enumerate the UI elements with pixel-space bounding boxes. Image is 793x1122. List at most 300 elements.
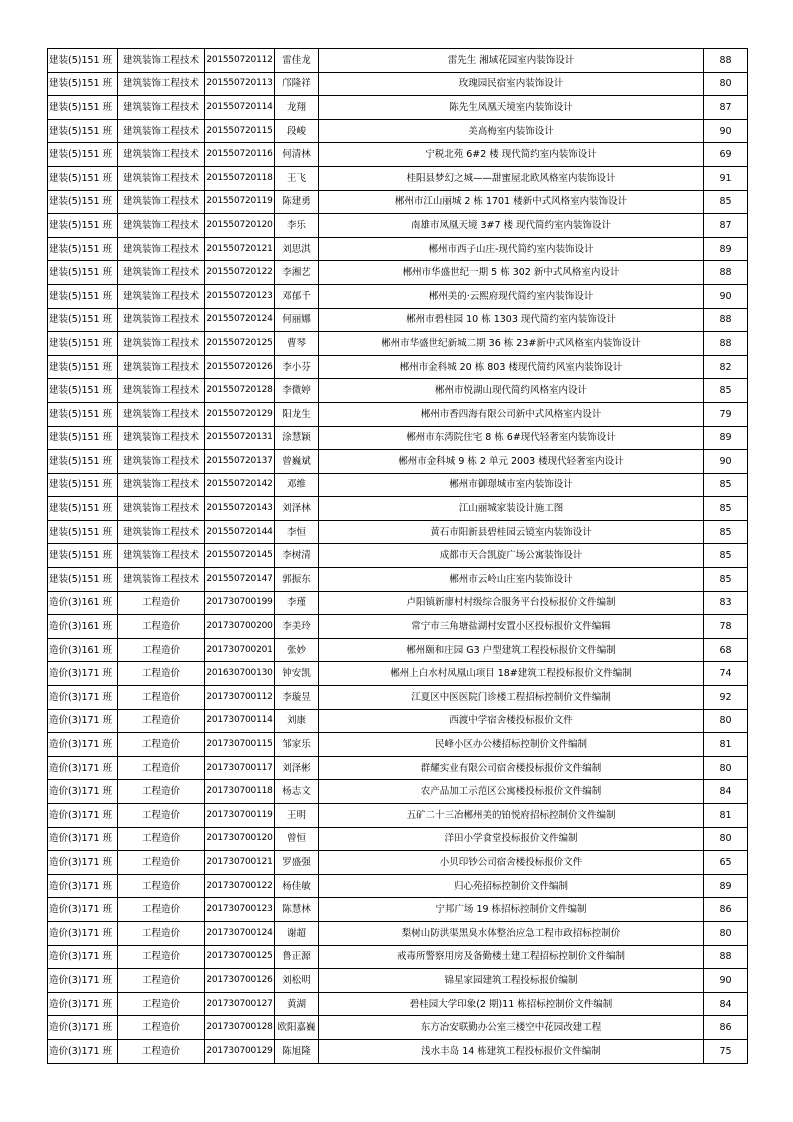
- student-id-cell: 201550720142: [205, 473, 275, 497]
- score-cell: 86: [704, 1016, 748, 1040]
- student-name-cell: 邓维: [275, 473, 319, 497]
- table-row: [48, 190, 748, 214]
- score-cell: 74: [704, 662, 748, 686]
- score-cell: 88: [704, 945, 748, 969]
- score-cell: 88: [704, 49, 748, 73]
- student-name-cell: 杨志文: [275, 780, 319, 804]
- table-row: [48, 379, 748, 403]
- major-cell: 工程造价: [118, 709, 205, 733]
- major-cell: 建筑装饰工程技术: [118, 520, 205, 544]
- score-cell: 80: [704, 827, 748, 851]
- major-cell: 建筑装饰工程技术: [118, 355, 205, 379]
- major-cell: 建筑装饰工程技术: [118, 96, 205, 120]
- score-cell: 69: [704, 143, 748, 167]
- score-cell: 89: [704, 237, 748, 261]
- student-id-cell: 201730700200: [205, 615, 275, 639]
- table-row: [48, 733, 748, 757]
- table-row: [48, 332, 748, 356]
- student-name-cell: 刘泽彬: [275, 756, 319, 780]
- class-cell: 造价(3)171 班: [48, 945, 118, 969]
- student-name-cell: 陈慧林: [275, 898, 319, 922]
- major-cell: 工程造价: [118, 921, 205, 945]
- major-cell: 工程造价: [118, 969, 205, 993]
- project-title-cell: 梨树山防洪渠黑臭水体整治应急工程市政招标控制价: [319, 921, 704, 945]
- student-name-cell: 李恒: [275, 520, 319, 544]
- project-title-cell: 郴州市悦湖山现代简约风格室内设计: [319, 379, 704, 403]
- student-name-cell: 雷佳龙: [275, 49, 319, 73]
- table-row: [48, 237, 748, 261]
- table-row: [48, 921, 748, 945]
- student-name-cell: 陈旭隆: [275, 1039, 319, 1063]
- project-title-cell: 郴州市御璟城市室内装饰设计: [319, 473, 704, 497]
- class-cell: 造价(3)171 班: [48, 804, 118, 828]
- project-title-cell: 南雄市凤凰天境 3#7 楼 现代简约室内装饰设计: [319, 214, 704, 238]
- project-title-cell: 美高梅室内装饰设计: [319, 119, 704, 143]
- major-cell: 工程造价: [118, 804, 205, 828]
- project-title-cell: 郴州市西子山庄-现代简约室内装饰设计: [319, 237, 704, 261]
- student-name-cell: 张妙: [275, 638, 319, 662]
- table-row: [48, 568, 748, 592]
- student-name-cell: 刘思淇: [275, 237, 319, 261]
- score-cell: 84: [704, 780, 748, 804]
- score-cell: 87: [704, 214, 748, 238]
- student-id-cell: 201730700121: [205, 851, 275, 875]
- class-cell: 造价(3)171 班: [48, 992, 118, 1016]
- score-cell: 88: [704, 332, 748, 356]
- project-title-cell: 民峰小区办公楼招标控制价文件编制: [319, 733, 704, 757]
- class-cell: 建装(5)151 班: [48, 332, 118, 356]
- score-cell: 88: [704, 308, 748, 332]
- table-row: [48, 520, 748, 544]
- score-cell: 80: [704, 756, 748, 780]
- results-sheet: [47, 48, 747, 1064]
- score-cell: 83: [704, 591, 748, 615]
- student-name-cell: 段峻: [275, 119, 319, 143]
- class-cell: 造价(3)171 班: [48, 851, 118, 875]
- student-name-cell: 陈建勇: [275, 190, 319, 214]
- table-row: [48, 1039, 748, 1063]
- student-id-cell: 201550720123: [205, 284, 275, 308]
- major-cell: 建筑装饰工程技术: [118, 284, 205, 308]
- project-title-cell: 郴州市江山丽城 2 栋 1701 楼新中式风格室内装饰设计: [319, 190, 704, 214]
- table-row: [48, 355, 748, 379]
- class-cell: 造价(3)171 班: [48, 662, 118, 686]
- class-cell: 造价(3)171 班: [48, 827, 118, 851]
- student-name-cell: 罗盛强: [275, 851, 319, 875]
- class-cell: 造价(3)161 班: [48, 615, 118, 639]
- score-cell: 81: [704, 804, 748, 828]
- project-title-cell: 宁税北苑 6#2 楼 现代简约室内装饰设计: [319, 143, 704, 167]
- student-name-cell: 龙翔: [275, 96, 319, 120]
- student-id-cell: 201550720129: [205, 402, 275, 426]
- student-name-cell: 李树清: [275, 544, 319, 568]
- score-cell: 84: [704, 992, 748, 1016]
- score-cell: 68: [704, 638, 748, 662]
- student-name-cell: 刘康: [275, 709, 319, 733]
- student-name-cell: 刘松明: [275, 969, 319, 993]
- student-name-cell: 李美玲: [275, 615, 319, 639]
- major-cell: 建筑装饰工程技术: [118, 450, 205, 474]
- student-name-cell: 曾巍斌: [275, 450, 319, 474]
- student-name-cell: 欧阳嘉巍: [275, 1016, 319, 1040]
- score-cell: 86: [704, 898, 748, 922]
- class-cell: 建装(5)151 班: [48, 450, 118, 474]
- class-cell: 建装(5)151 班: [48, 568, 118, 592]
- project-title-cell: 群耀实业有限公司宿舍楼投标报价文件编制: [319, 756, 704, 780]
- student-id-cell: 201730700122: [205, 874, 275, 898]
- student-id-cell: 201730700112: [205, 686, 275, 710]
- score-cell: 88: [704, 261, 748, 285]
- major-cell: 工程造价: [118, 591, 205, 615]
- major-cell: 建筑装饰工程技术: [118, 119, 205, 143]
- table-row: [48, 780, 748, 804]
- table-row: [48, 615, 748, 639]
- major-cell: 工程造价: [118, 756, 205, 780]
- project-title-cell: 郴州市云岭山庄室内装饰设计: [319, 568, 704, 592]
- class-cell: 建装(5)151 班: [48, 49, 118, 73]
- student-id-cell: 201630700130: [205, 662, 275, 686]
- table-row: [48, 992, 748, 1016]
- major-cell: 工程造价: [118, 615, 205, 639]
- table-row: [48, 851, 748, 875]
- project-title-cell: 陈先生凤凰天境室内装饰设计: [319, 96, 704, 120]
- table-row: [48, 143, 748, 167]
- student-name-cell: 李璇昱: [275, 686, 319, 710]
- class-cell: 建装(5)151 班: [48, 237, 118, 261]
- student-id-cell: 201730700124: [205, 921, 275, 945]
- class-cell: 造价(3)171 班: [48, 1039, 118, 1063]
- class-cell: 建装(5)151 班: [48, 96, 118, 120]
- major-cell: 建筑装饰工程技术: [118, 308, 205, 332]
- class-cell: 建装(5)151 班: [48, 497, 118, 521]
- project-title-cell: 农产品加工示范区公寓楼投标报价文件编制: [319, 780, 704, 804]
- score-cell: 80: [704, 921, 748, 945]
- class-cell: 造价(3)171 班: [48, 898, 118, 922]
- student-id-cell: 201550720145: [205, 544, 275, 568]
- project-title-cell: 雷先生 湘域花园室内装饰设计: [319, 49, 704, 73]
- project-title-cell: 江夏区中医医院门诊楼工程招标控制价文件编制: [319, 686, 704, 710]
- student-id-cell: 201550720118: [205, 166, 275, 190]
- score-cell: 85: [704, 473, 748, 497]
- student-id-cell: 201730700125: [205, 945, 275, 969]
- major-cell: 建筑装饰工程技术: [118, 544, 205, 568]
- score-cell: 87: [704, 96, 748, 120]
- class-cell: 造价(3)171 班: [48, 969, 118, 993]
- class-cell: 造价(3)171 班: [48, 921, 118, 945]
- class-cell: 建装(5)151 班: [48, 284, 118, 308]
- student-id-cell: 201550720116: [205, 143, 275, 167]
- major-cell: 工程造价: [118, 662, 205, 686]
- project-title-cell: 宁邦广场 19 栋招标控制价文件编制: [319, 898, 704, 922]
- student-name-cell: 谢超: [275, 921, 319, 945]
- major-cell: 建筑装饰工程技术: [118, 426, 205, 450]
- student-name-cell: 何清林: [275, 143, 319, 167]
- student-id-cell: 201730700128: [205, 1016, 275, 1040]
- class-cell: 建装(5)151 班: [48, 143, 118, 167]
- student-name-cell: 李瑾: [275, 591, 319, 615]
- score-cell: 89: [704, 874, 748, 898]
- major-cell: 工程造价: [118, 733, 205, 757]
- class-cell: 造价(3)161 班: [48, 591, 118, 615]
- table-row: [48, 166, 748, 190]
- score-cell: 89: [704, 426, 748, 450]
- table-row: [48, 827, 748, 851]
- project-title-cell: 五矿二十三冶郴州美的铂悦府招标控制价文件编制: [319, 804, 704, 828]
- score-cell: 91: [704, 166, 748, 190]
- table-row: [48, 402, 748, 426]
- student-name-cell: 何丽娜: [275, 308, 319, 332]
- student-id-cell: 201730700117: [205, 756, 275, 780]
- table-row: [48, 898, 748, 922]
- student-name-cell: 李微婷: [275, 379, 319, 403]
- student-name-cell: 曾恒: [275, 827, 319, 851]
- student-id-cell: 201550720147: [205, 568, 275, 592]
- major-cell: 工程造价: [118, 874, 205, 898]
- major-cell: 建筑装饰工程技术: [118, 261, 205, 285]
- project-title-cell: 常宁市三角塘盐湖村安置小区投标报价文件编辑: [319, 615, 704, 639]
- score-cell: 90: [704, 969, 748, 993]
- table-row: [48, 214, 748, 238]
- table-row: [48, 804, 748, 828]
- student-id-cell: 201730700127: [205, 992, 275, 1016]
- score-cell: 80: [704, 709, 748, 733]
- student-name-cell: 曹琴: [275, 332, 319, 356]
- class-cell: 建装(5)151 班: [48, 261, 118, 285]
- table-row: [48, 756, 748, 780]
- score-cell: 85: [704, 568, 748, 592]
- table-row: [48, 308, 748, 332]
- student-id-cell: 201550720119: [205, 190, 275, 214]
- student-name-cell: 郭振东: [275, 568, 319, 592]
- major-cell: 建筑装饰工程技术: [118, 332, 205, 356]
- major-cell: 工程造价: [118, 898, 205, 922]
- class-cell: 建装(5)151 班: [48, 520, 118, 544]
- project-title-cell: 郴州市华盛世纪一期 5 栋 302 新中式风格室内设计: [319, 261, 704, 285]
- student-id-cell: 201550720121: [205, 237, 275, 261]
- project-title-cell: 西渡中学宿舍楼投标报价文件: [319, 709, 704, 733]
- score-cell: 85: [704, 544, 748, 568]
- student-id-cell: 201730700129: [205, 1039, 275, 1063]
- score-cell: 80: [704, 72, 748, 96]
- project-title-cell: 桂阳县梦幻之城——甜蜜屋北欧风格室内装饰设计: [319, 166, 704, 190]
- score-cell: 81: [704, 733, 748, 757]
- project-title-cell: 郴州市碧桂园 10 栋 1303 现代简约室内装饰设计: [319, 308, 704, 332]
- score-cell: 79: [704, 402, 748, 426]
- major-cell: 建筑装饰工程技术: [118, 379, 205, 403]
- project-title-cell: 郴州市东湾院住宅 8 栋 6#现代轻奢室内装饰设计: [319, 426, 704, 450]
- major-cell: 工程造价: [118, 780, 205, 804]
- major-cell: 建筑装饰工程技术: [118, 237, 205, 261]
- score-cell: 65: [704, 851, 748, 875]
- project-title-cell: 卢阳镇新廖村村级综合服务平台投标报价文件编制: [319, 591, 704, 615]
- student-id-cell: 201730700114: [205, 709, 275, 733]
- major-cell: 建筑装饰工程技术: [118, 473, 205, 497]
- student-name-cell: 鲁正源: [275, 945, 319, 969]
- student-name-cell: 杨佳敏: [275, 874, 319, 898]
- score-cell: 92: [704, 686, 748, 710]
- student-id-cell: 201550720143: [205, 497, 275, 521]
- project-title-cell: 黄石市阳新县碧桂园云镜室内装饰设计: [319, 520, 704, 544]
- table-row: [48, 473, 748, 497]
- major-cell: 工程造价: [118, 1039, 205, 1063]
- student-id-cell: 201730700120: [205, 827, 275, 851]
- project-title-cell: 锦星家园建筑工程投标报价编制: [319, 969, 704, 993]
- student-id-cell: 201550720126: [205, 355, 275, 379]
- major-cell: 建筑装饰工程技术: [118, 402, 205, 426]
- project-title-cell: 戒毒所警察用房及备勤楼土建工程招标控制价文件编制: [319, 945, 704, 969]
- project-title-cell: 玫瑰园民宿室内装饰设计: [319, 72, 704, 96]
- student-id-cell: 201550720112: [205, 49, 275, 73]
- project-title-cell: 郴州市金科城 9 栋 2 单元 2003 楼现代轻奢室内设计: [319, 450, 704, 474]
- score-cell: 85: [704, 520, 748, 544]
- project-title-cell: 郴州颐和庄园 G3 户型建筑工程投标报价文件编制: [319, 638, 704, 662]
- class-cell: 建装(5)151 班: [48, 426, 118, 450]
- student-id-cell: 201730700201: [205, 638, 275, 662]
- major-cell: 工程造价: [118, 992, 205, 1016]
- table-row: [48, 96, 748, 120]
- major-cell: 建筑装饰工程技术: [118, 190, 205, 214]
- class-cell: 建装(5)151 班: [48, 355, 118, 379]
- student-id-cell: 201550720128: [205, 379, 275, 403]
- major-cell: 建筑装饰工程技术: [118, 214, 205, 238]
- student-id-cell: 201550720113: [205, 72, 275, 96]
- student-id-cell: 201550720137: [205, 450, 275, 474]
- table-row: [48, 284, 748, 308]
- table-row: [48, 638, 748, 662]
- score-cell: 82: [704, 355, 748, 379]
- student-id-cell: 201550720144: [205, 520, 275, 544]
- class-cell: 造价(3)171 班: [48, 756, 118, 780]
- project-title-cell: 郴州美的·云熙府现代简约室内装饰设计: [319, 284, 704, 308]
- student-name-cell: 阳龙生: [275, 402, 319, 426]
- score-cell: 85: [704, 190, 748, 214]
- project-title-cell: 郴州市金科城 20 栋 803 楼现代简约风室内装饰设计: [319, 355, 704, 379]
- project-title-cell: 归心苑招标控制价文件编制: [319, 874, 704, 898]
- major-cell: 工程造价: [118, 827, 205, 851]
- project-title-cell: 浅水丰岛 14 栋建筑工程投标报价文件编制: [319, 1039, 704, 1063]
- table-body: [48, 49, 748, 1064]
- student-name-cell: 李湘艺: [275, 261, 319, 285]
- table-row: [48, 686, 748, 710]
- project-title-cell: 洋田小学食堂投标报价文件编制: [319, 827, 704, 851]
- table-row: [48, 49, 748, 73]
- table-row: [48, 591, 748, 615]
- class-cell: 建装(5)151 班: [48, 402, 118, 426]
- table-row: [48, 945, 748, 969]
- student-id-cell: 201730700115: [205, 733, 275, 757]
- student-name-cell: 刘泽林: [275, 497, 319, 521]
- project-title-cell: 郴州上白水村凤凰山项目 18#建筑工程投标报价文件编制: [319, 662, 704, 686]
- student-name-cell: 邝隆祥: [275, 72, 319, 96]
- major-cell: 建筑装饰工程技术: [118, 49, 205, 73]
- student-name-cell: 涂慧颖: [275, 426, 319, 450]
- class-cell: 造价(3)171 班: [48, 1016, 118, 1040]
- student-id-cell: 201550720114: [205, 96, 275, 120]
- student-id-cell: 201550720131: [205, 426, 275, 450]
- student-name-cell: 邹家乐: [275, 733, 319, 757]
- class-cell: 造价(3)171 班: [48, 686, 118, 710]
- table-row: [48, 709, 748, 733]
- class-cell: 造价(3)161 班: [48, 638, 118, 662]
- student-id-cell: 201550720120: [205, 214, 275, 238]
- score-cell: 85: [704, 497, 748, 521]
- major-cell: 工程造价: [118, 638, 205, 662]
- table-row: [48, 544, 748, 568]
- class-cell: 建装(5)151 班: [48, 119, 118, 143]
- score-cell: 85: [704, 379, 748, 403]
- student-id-cell: 201730700199: [205, 591, 275, 615]
- project-title-cell: 小贝印钞公司宿舍楼投标报价文件: [319, 851, 704, 875]
- table-row: [48, 1016, 748, 1040]
- student-name-cell: 黄湖: [275, 992, 319, 1016]
- student-id-cell: 201730700119: [205, 804, 275, 828]
- table-row: [48, 261, 748, 285]
- major-cell: 工程造价: [118, 686, 205, 710]
- student-id-cell: 201550720124: [205, 308, 275, 332]
- class-cell: 造价(3)171 班: [48, 780, 118, 804]
- score-cell: 75: [704, 1039, 748, 1063]
- class-cell: 建装(5)151 班: [48, 544, 118, 568]
- score-cell: 90: [704, 450, 748, 474]
- table-row: [48, 450, 748, 474]
- class-cell: 建装(5)151 班: [48, 166, 118, 190]
- student-id-cell: 201730700126: [205, 969, 275, 993]
- class-cell: 建装(5)151 班: [48, 379, 118, 403]
- student-name-cell: 李小芬: [275, 355, 319, 379]
- major-cell: 建筑装饰工程技术: [118, 166, 205, 190]
- major-cell: 工程造价: [118, 945, 205, 969]
- student-id-cell: 201730700123: [205, 898, 275, 922]
- major-cell: 工程造价: [118, 1016, 205, 1040]
- major-cell: 建筑装饰工程技术: [118, 568, 205, 592]
- class-cell: 建装(5)151 班: [48, 473, 118, 497]
- project-title-cell: 郴州市华盛世纪新城二期 36 栋 23#新中式风格室内装饰设计: [319, 332, 704, 356]
- student-name-cell: 王飞: [275, 166, 319, 190]
- major-cell: 建筑装饰工程技术: [118, 72, 205, 96]
- student-id-cell: 201550720115: [205, 119, 275, 143]
- student-name-cell: 邓郁千: [275, 284, 319, 308]
- student-name-cell: 王明: [275, 804, 319, 828]
- table-row: [48, 662, 748, 686]
- class-cell: 造价(3)171 班: [48, 874, 118, 898]
- table-row: [48, 874, 748, 898]
- class-cell: 建装(5)151 班: [48, 190, 118, 214]
- table-row: [48, 969, 748, 993]
- score-cell: 90: [704, 284, 748, 308]
- project-title-cell: 郴州市香四海有限公司新中式风格室内设计: [319, 402, 704, 426]
- score-cell: 78: [704, 615, 748, 639]
- class-cell: 造价(3)171 班: [48, 709, 118, 733]
- score-cell: 90: [704, 119, 748, 143]
- major-cell: 工程造价: [118, 851, 205, 875]
- class-cell: 建装(5)151 班: [48, 72, 118, 96]
- table-row: [48, 119, 748, 143]
- project-title-cell: 江山丽城家装设计施工图: [319, 497, 704, 521]
- student-name-cell: 钟安凯: [275, 662, 319, 686]
- major-cell: 建筑装饰工程技术: [118, 143, 205, 167]
- project-title-cell: 成都市天合凯旋广场公寓装饰设计: [319, 544, 704, 568]
- project-title-cell: 碧桂园大学印象(2 期)11 栋招标控制价文件编制: [319, 992, 704, 1016]
- table-row: [48, 497, 748, 521]
- student-id-cell: 201550720122: [205, 261, 275, 285]
- class-cell: 建装(5)151 班: [48, 308, 118, 332]
- project-title-cell: 东方冶安联勤办公室三楼空中花园改建工程: [319, 1016, 704, 1040]
- table-row: [48, 426, 748, 450]
- table-row: [48, 72, 748, 96]
- class-cell: 造价(3)171 班: [48, 733, 118, 757]
- major-cell: 建筑装饰工程技术: [118, 497, 205, 521]
- class-cell: 建装(5)151 班: [48, 214, 118, 238]
